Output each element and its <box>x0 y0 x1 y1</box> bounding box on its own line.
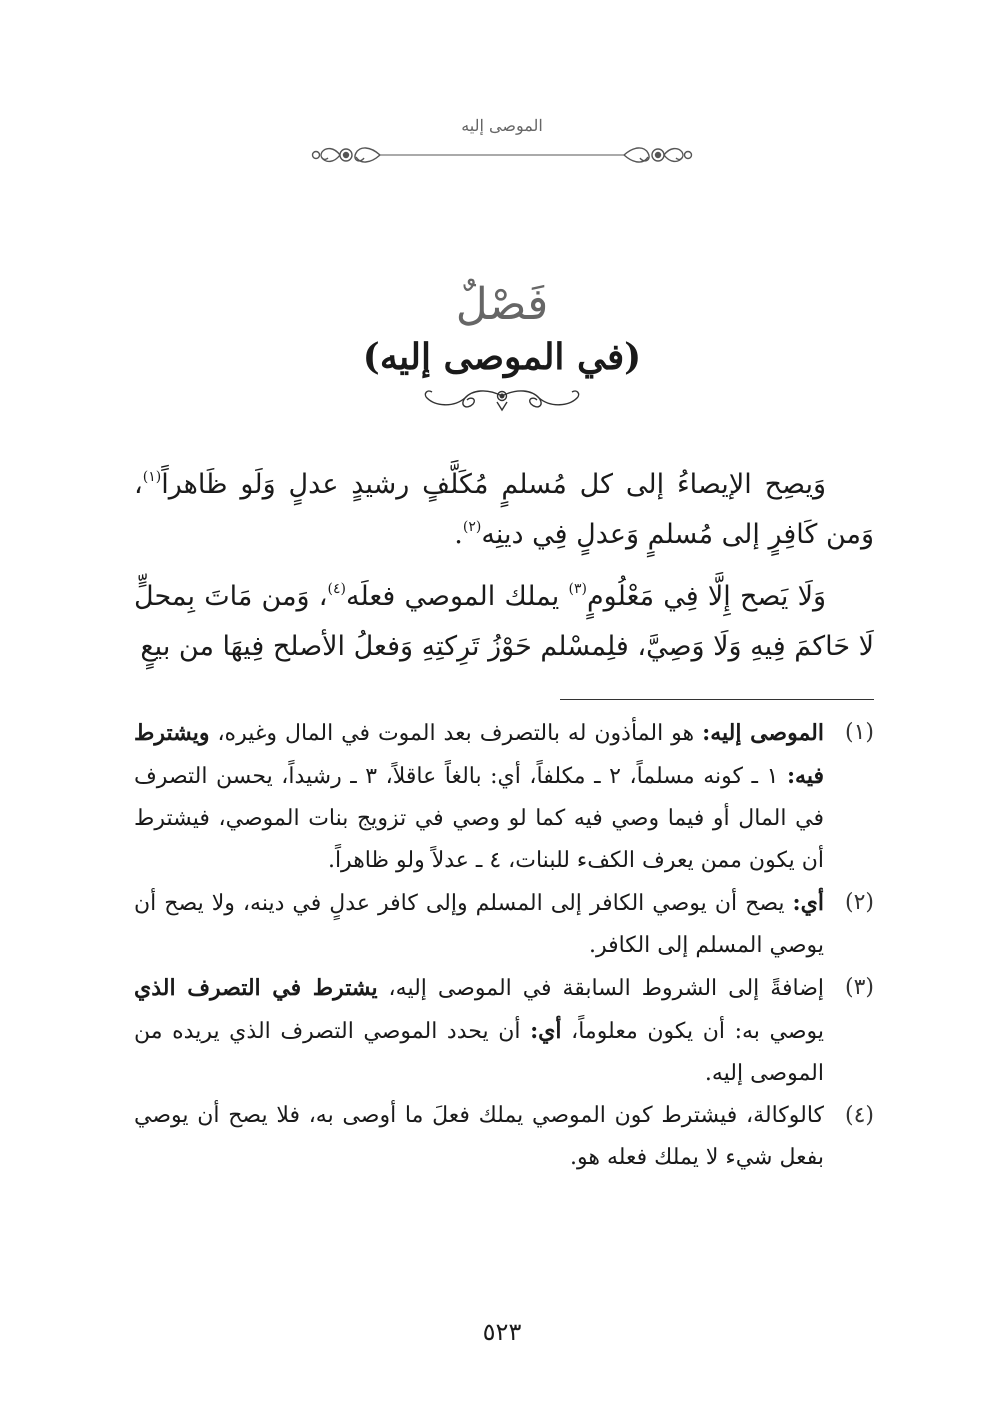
footnote-ref-1[interactable]: (١) <box>142 469 162 485</box>
footnote-bold: يشترط في التصرف الذي <box>134 975 378 1001</box>
footnote-text: أن يحدد الموصي التصرف الذي يريده من الموصى إليه. <box>134 1019 824 1086</box>
paragraph-text: وَيصِح الإيصاءُ إلى كل مُسلمٍ مُكَلَّفٍ رشيدٍ عدلٍ وَلَو ظَاهراً <box>161 469 826 500</box>
footnote-ref-3[interactable]: (٣) <box>568 581 587 597</box>
footnote-number: (٣) <box>844 975 874 1000</box>
footnote-text: هو المأذون له بالتصرف بعد الموت في المال وغيره، <box>209 721 703 746</box>
heading-ornament-icon <box>417 384 587 414</box>
footnote-bold: أي: <box>530 1018 562 1044</box>
paragraph-text: . <box>454 519 463 550</box>
footnote-text: يوصي به: أن يكون معلوماً، <box>561 1019 825 1044</box>
paragraph-2 <box>134 572 874 672</box>
footnote-text: يصح أن يوصي الكافر إلى المسلم وإلى كافر عدلٍ في دينه، ولا يصح أن يوصي المسلم إلى الكافر. <box>134 891 824 958</box>
section-subtitle: (في الموصى إليه) <box>362 336 642 378</box>
main-text <box>134 460 874 684</box>
paragraph-1 <box>134 460 874 560</box>
footnote-text: كالوكالة، فيشترط كون الموصي يملك فعلَ ما أوصى به، فلا يصح أن يوصي بفعل شيء لا يملك فعله هو. <box>134 1103 824 1170</box>
paragraph-text: ، وَمن مَاتَ بِمحلٍّ لَا حَاكمَ فِيهِ وَلَا وَصِيَّ، فلِمسْلم حَوْزُ تَرِكتِهِ وَفعلُ الأصلح فِيهَا من بيعٍ <box>134 581 874 662</box>
section-word: فَصْلٌ <box>455 279 549 330</box>
footnote-3 <box>134 967 874 1095</box>
footnote-ref-2[interactable]: (٢) <box>462 519 482 535</box>
paragraph-text: ، وَمن كَافِرٍ إلى مُسلمٍ وَعدلٍ فِي دينِه <box>134 469 874 550</box>
footnote-number: (٢) <box>844 890 874 915</box>
paragraph-text: وَلَا يَصح إِلَّا فِي مَعْلُومٍ <box>586 581 827 612</box>
footnote-text: إضافةً إلى الشروط السابقة في الموصى إليه، <box>377 976 824 1001</box>
footnote-4 <box>134 1095 874 1179</box>
footnote-divider <box>560 699 874 700</box>
footnotes <box>134 712 874 1179</box>
footnote-number: (٤) <box>844 1103 874 1128</box>
section-heading <box>300 278 704 414</box>
footnote-bold: الموصى إليه: <box>702 720 824 746</box>
running-header-title: الموصى إليه <box>461 116 543 135</box>
running-header <box>310 112 694 172</box>
paragraph-text: يملك الموصي فعلَه <box>345 581 569 612</box>
footnote-ref-4[interactable]: (٤) <box>327 581 346 597</box>
footnote-bold: ويشترط فيه: <box>134 720 825 789</box>
page-number: ٥٢٣ <box>482 1318 522 1346</box>
footnote-number: (١) <box>844 720 874 745</box>
header-ornament-icon <box>310 138 694 172</box>
footnote-text: ١ ـ كونه مسلماً، ٢ ـ مكلفاً، أي: بالغاً عاقلاً، ٣ ـ رشيداً، يحسن التصرف في المال أو فيما وصي فيه كما لو وصي في تزويج بنات الموصي، فيشترط أن يكون ممن يعرف الكفء للبنات، ٤ ـ عدلاً ولو ظاهراً. <box>134 764 824 873</box>
footnote-1 <box>134 712 874 882</box>
footnote-2 <box>134 882 874 967</box>
footnote-bold: أي: <box>792 890 824 916</box>
